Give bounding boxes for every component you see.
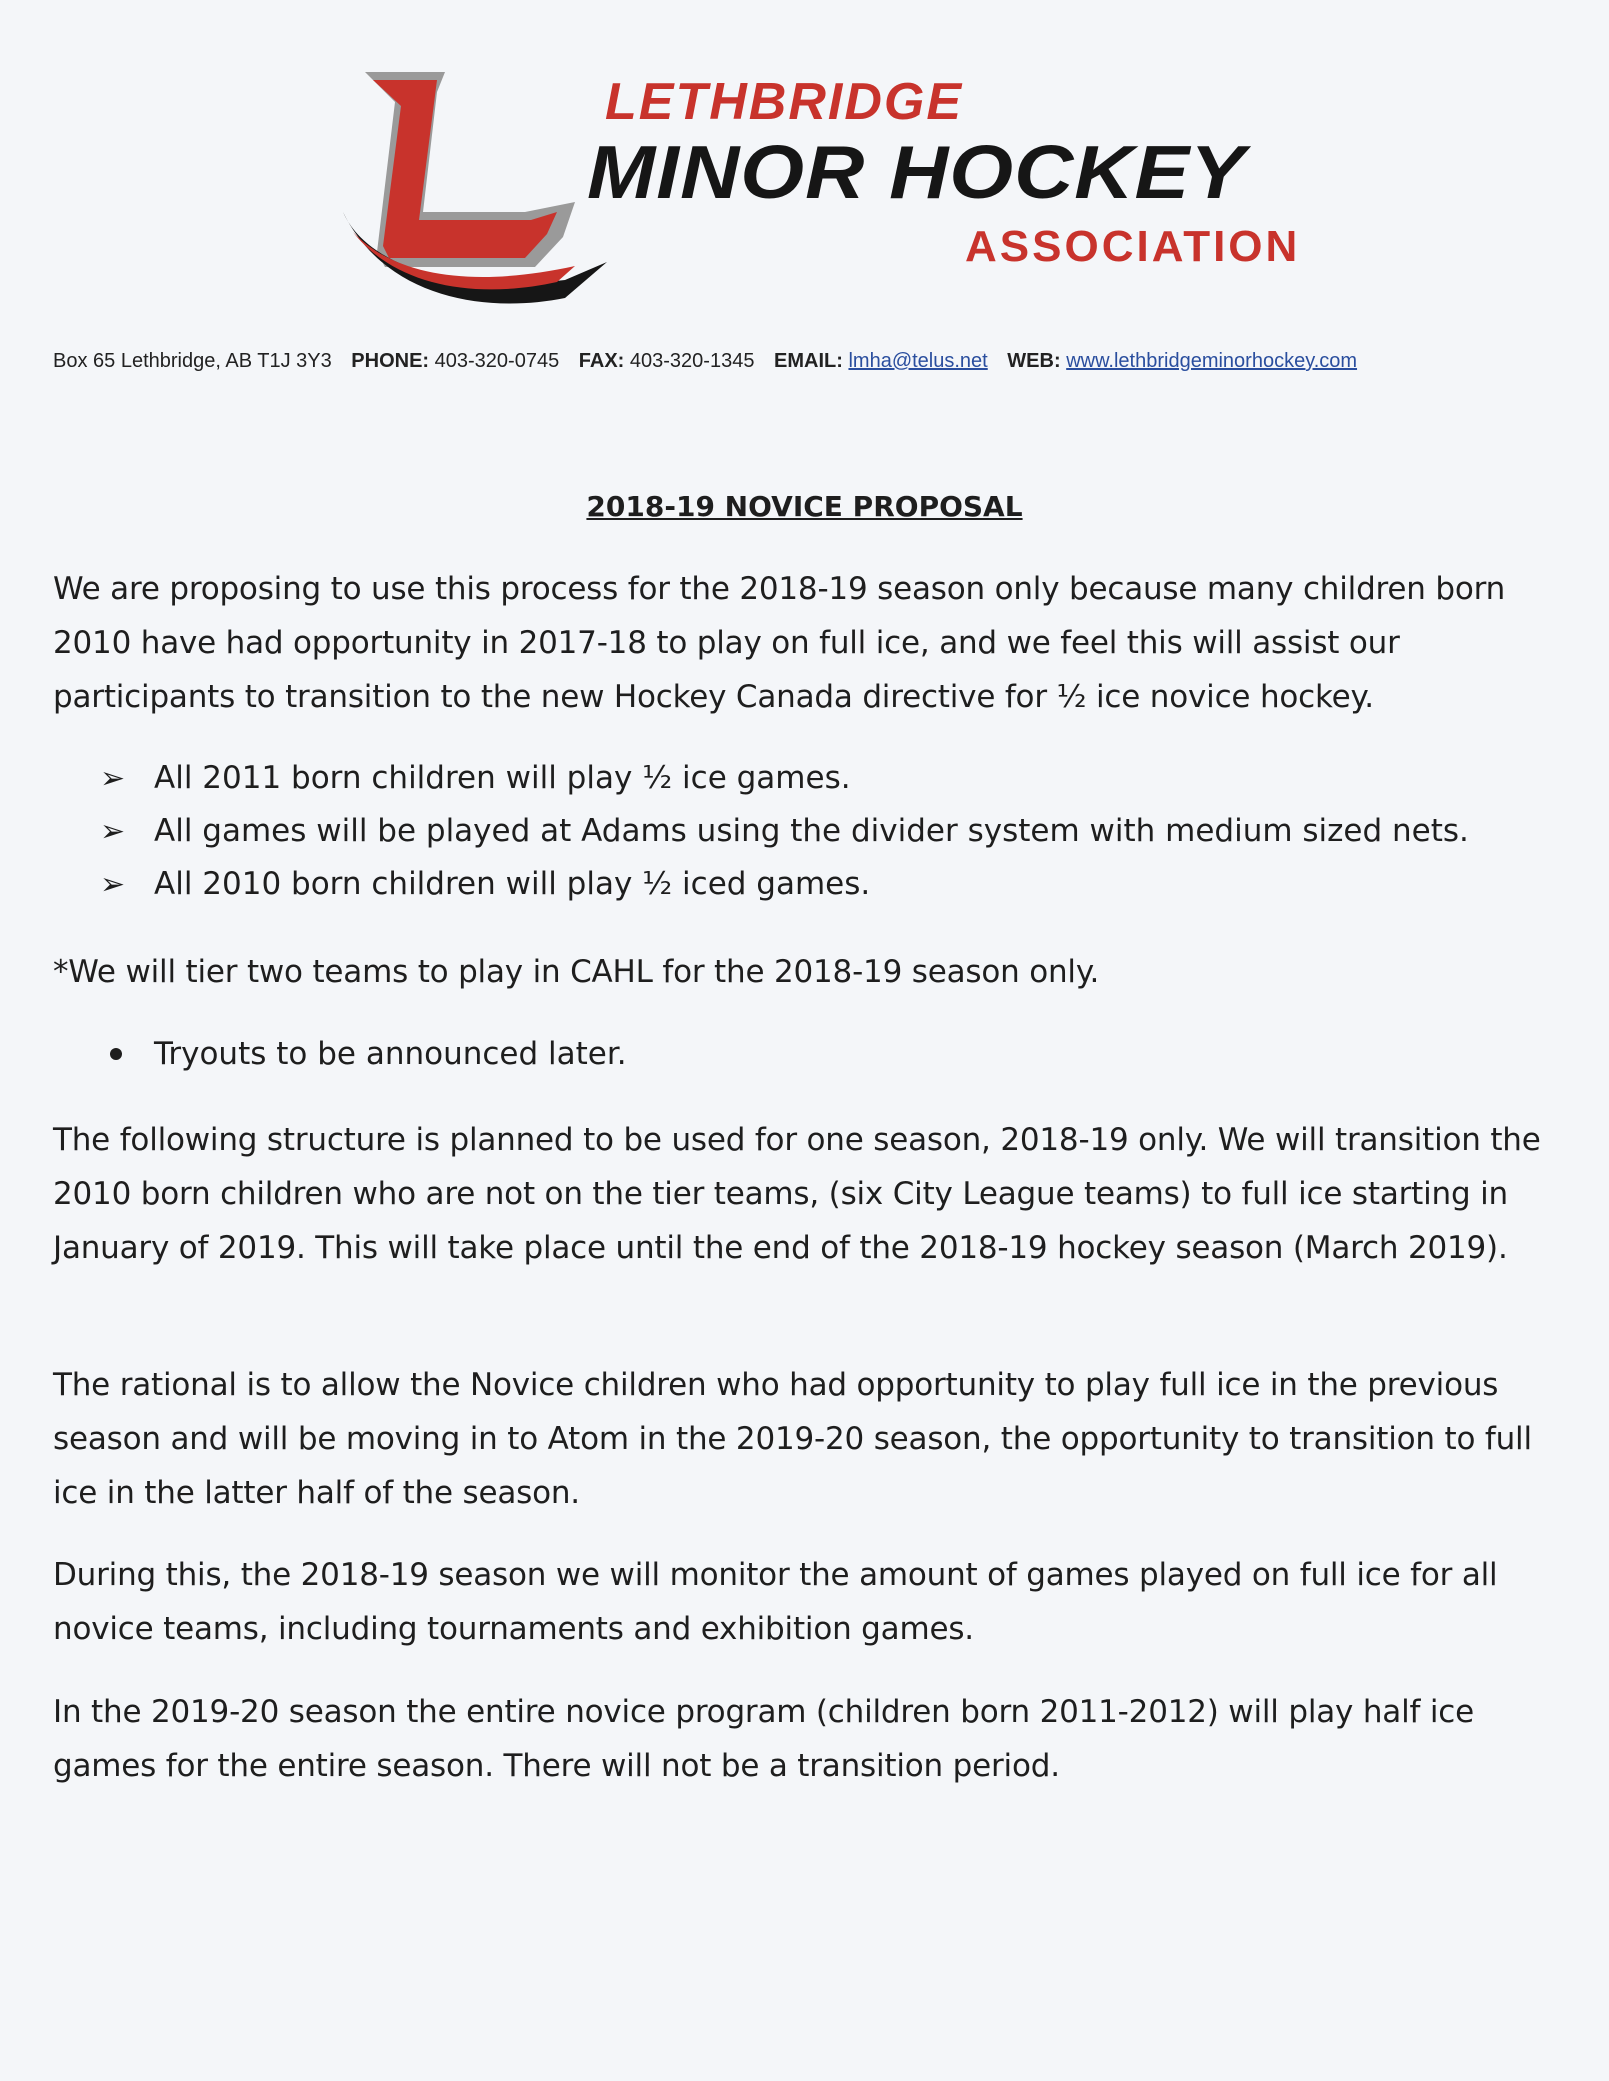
lmha-logo [325,62,1325,312]
rational-text: The rational is to allow the Novice children who had opportunity to play full ice in the previous season and will be moving in to Atom in the 2019-20 season, the opportunity to transition to full ice in the latter half of the season. [53,1367,1532,1511]
dot-list [110,1027,1570,1081]
intro-text: We are proposing to use this process for the 2018-19 season only because many children born 2010 have had opportunity in 2017-18 to play on full ice, and we feel this will assist our participants to transition to the new Hockey Canada directive for ½ ice novice hockey. [53,571,1506,715]
list-item [110,1027,1570,1081]
tier-note-text: *We will tier two teams to play in CAHL for the 2018-19 season only. [53,954,1100,990]
monitor-paragraph [53,1548,1573,1656]
structure-text: The following structure is planned to be used for one season, 2018-19 only. We will transition the 2010 born children who are not on the tier teams, (six City League teams) to full ice starting in January of 2019. This will take place until the end of the 2018-19 hockey season (March 2019). [53,1122,1541,1266]
arrow-bullet-icon: ➢ [100,814,126,849]
structure-paragraph [53,1113,1573,1275]
list-item-text: All games will be played at Adams using the divider system with medium sized nets. [154,813,1469,849]
fax-number: 403-320-1345 [629,350,755,372]
dot-bullet-icon [110,1048,122,1060]
list-item-text: Tryouts to be announced later. [154,1036,627,1072]
future-text: In the 2019-20 season the entire novice program (children born 2011-2012) will play half ice games for the entire season. There will not be a transition period. [53,1694,1474,1784]
web-link[interactable]: www.lethbridgeminorhockey.com [1066,350,1358,372]
lmha-monogram-icon [325,62,615,312]
web-label: WEB: [1007,350,1061,372]
logo-line-minor-hockey: MINOR HOCKEY [587,130,1246,215]
list-item [100,752,1570,805]
logo-line-association: ASSOCIATION [965,222,1301,271]
contact-address: Box 65 Lethbridge, AB T1J 3Y3 [53,350,332,372]
logo-line-lethbridge: LETHBRIDGE [605,73,963,131]
email-label: EMAIL: [774,350,843,372]
arrow-list [100,752,1570,911]
phone-number: 403-320-0745 [434,350,560,372]
list-item [100,805,1570,858]
contact-line [53,350,1573,373]
email-link[interactable]: lmha@telus.net [848,350,988,372]
rational-paragraph [53,1358,1573,1520]
phone-label: PHONE: [351,350,430,372]
tier-note-paragraph [53,945,1573,999]
intro-paragraph [53,562,1573,724]
future-paragraph [53,1685,1573,1793]
arrow-bullet-icon: ➢ [100,761,126,796]
list-item [100,858,1570,911]
monitor-text: During this, the 2018-19 season we will monitor the amount of games played on full ice for all novice teams, including tournaments and exhibition games. [53,1557,1498,1647]
document-title: 2018-19 NOVICE PROPOSAL [586,490,1023,523]
fax-label: FAX: [578,350,625,372]
arrow-bullet-icon: ➢ [100,867,126,902]
list-item-text: All 2011 born children will play ½ ice games. [154,760,851,796]
list-item-text: All 2010 born children will play ½ iced games. [154,866,871,902]
